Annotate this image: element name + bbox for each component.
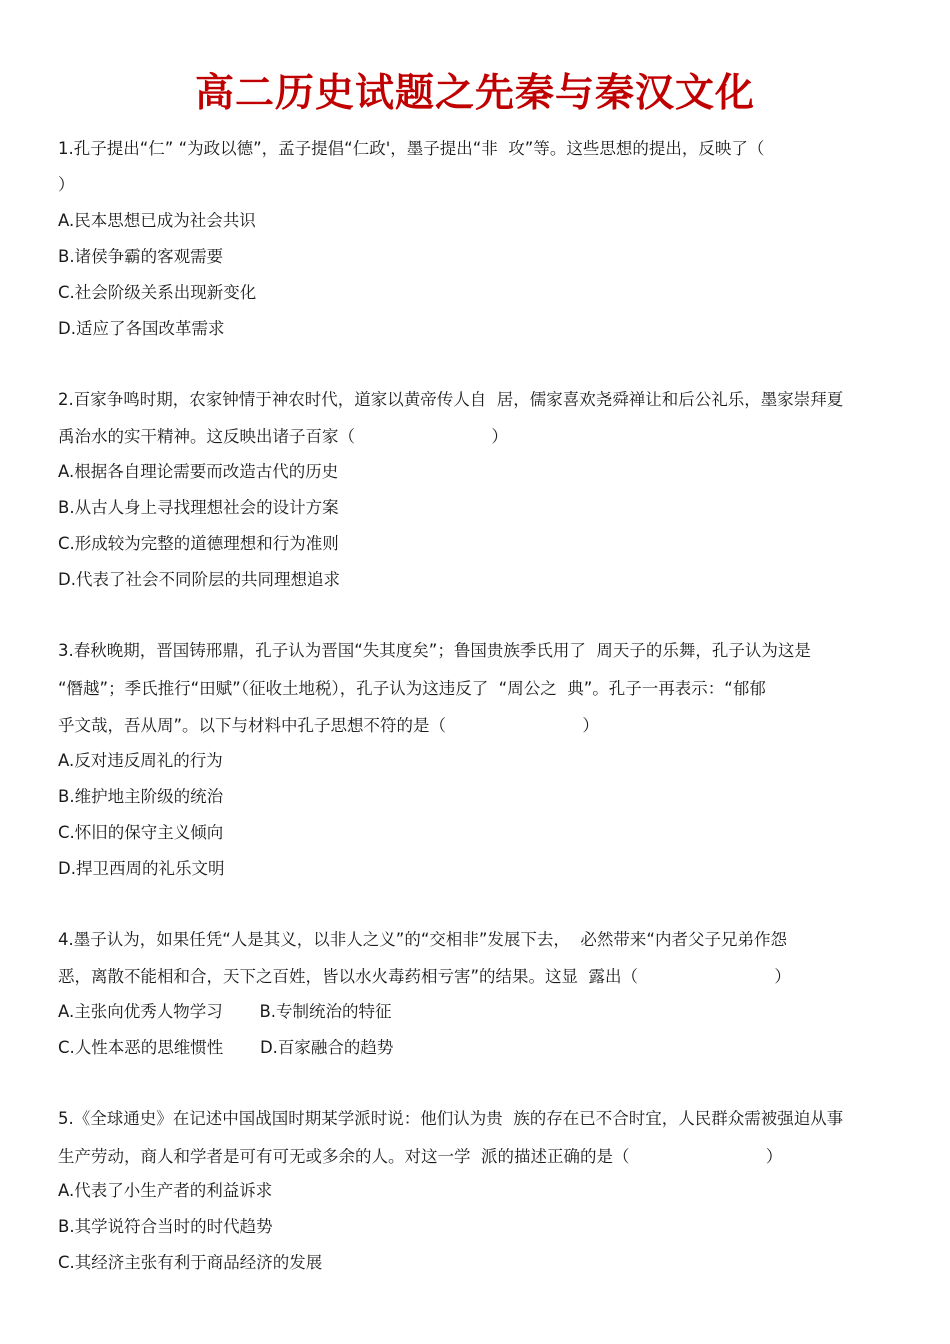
question-2-option-b: B.从古人身上寻找理想社会的设计方案 — [58, 498, 339, 517]
question-4-line-2: 恶，离散不能相和合，天下之百姓，皆以水火毒药相亏害”的结果。这显 露出（ ） — [58, 967, 791, 986]
question-3-option-b: B.维护地主阶级的统治 — [58, 787, 224, 806]
question-2-line-1: 2.百家争鸣时期，农家钟情于神农时代，道家以黄帝传人自 居，儒家喜欢尧舜禅让和后公礼乐，墨家崇拜夏 — [58, 390, 844, 409]
question-5-line-1: 5.《全球通史》在记述中国战国时期某学派时说：他们认为贵 族的存在已不合时宜，人民群众需被强迫从事 — [58, 1109, 844, 1128]
question-3-option-c: C.怀旧的保守主义倾向 — [58, 823, 224, 842]
question-1-option-c: C.社会阶级关系出现新变化 — [58, 283, 257, 302]
question-4-options-cd: C.人性本恶的思维惯性 D.百家融合的趋势 — [58, 1038, 394, 1057]
question-1-line-1: 1.孔子提出“仁” “为政以德”，孟子提倡“仁政'，墨子提出“非 攻”等。这些思想的提出，反映了（ — [58, 139, 765, 158]
question-5-line-2: 生产劳动，商人和学者是可有可无或多余的人。对这一学 派的描述正确的是（ ） — [58, 1147, 783, 1166]
question-4-line-1: 4.墨子认为，如果任凭“人是其义，以非人之义”的“交相非”发展下去， 必然带来“内者父子兄弟作怨 — [58, 930, 787, 949]
question-5-option-c: C.其经济主张有利于商品经济的发展 — [58, 1253, 323, 1272]
question-3-option-d: D.捍卫西周的礼乐文明 — [58, 859, 225, 878]
question-3-option-a: A.反对违反周礼的行为 — [58, 751, 223, 770]
question-1-option-d: D.适应了各国改革需求 — [58, 319, 225, 338]
question-5-option-a: A.代表了小生产者的利益诉求 — [58, 1181, 273, 1200]
question-3-line-2: “僭越”；季氏推行“田赋”（征收土地税），孔子认为这违反了 “周公之 典”。孔子一再表示：“郁郁 — [58, 679, 766, 698]
question-1-line-2: ） — [58, 175, 75, 194]
question-2-option-c: C.形成较为完整的道德理想和行为准则 — [58, 534, 339, 553]
question-2-option-a: A.根据各自理论需要而改造古代的历史 — [58, 462, 339, 481]
question-5-option-b: B.其学说符合当时的时代趋势 — [58, 1217, 273, 1236]
page-title: 高二历史试题之先秦与秦汉文化 — [194, 71, 755, 116]
question-2-option-d: D.代表了社会不同阶层的共同理想追求 — [58, 570, 340, 589]
question-3-line-3: 乎文哉，吾从周”。以下与材料中孔子思想不符的是（ ） — [58, 716, 599, 735]
question-2-line-2: 禹治水的实干精神。这反映出诸子百家（ ） — [58, 427, 508, 446]
question-1-option-b: B.诸侯争霸的客观需要 — [58, 247, 224, 266]
question-3-line-1: 3.春秋晚期，晋国铸邢鼎，孔子认为晋国“失其度矣”；鲁国贵族季氏用了 周天子的乐舞，孔子认为这是 — [58, 641, 811, 660]
question-1-option-a: A.民本思想已成为社会共识 — [58, 211, 256, 230]
question-4-options-ab: A.主张向优秀人物学习 B.专制统治的特征 — [58, 1002, 392, 1021]
